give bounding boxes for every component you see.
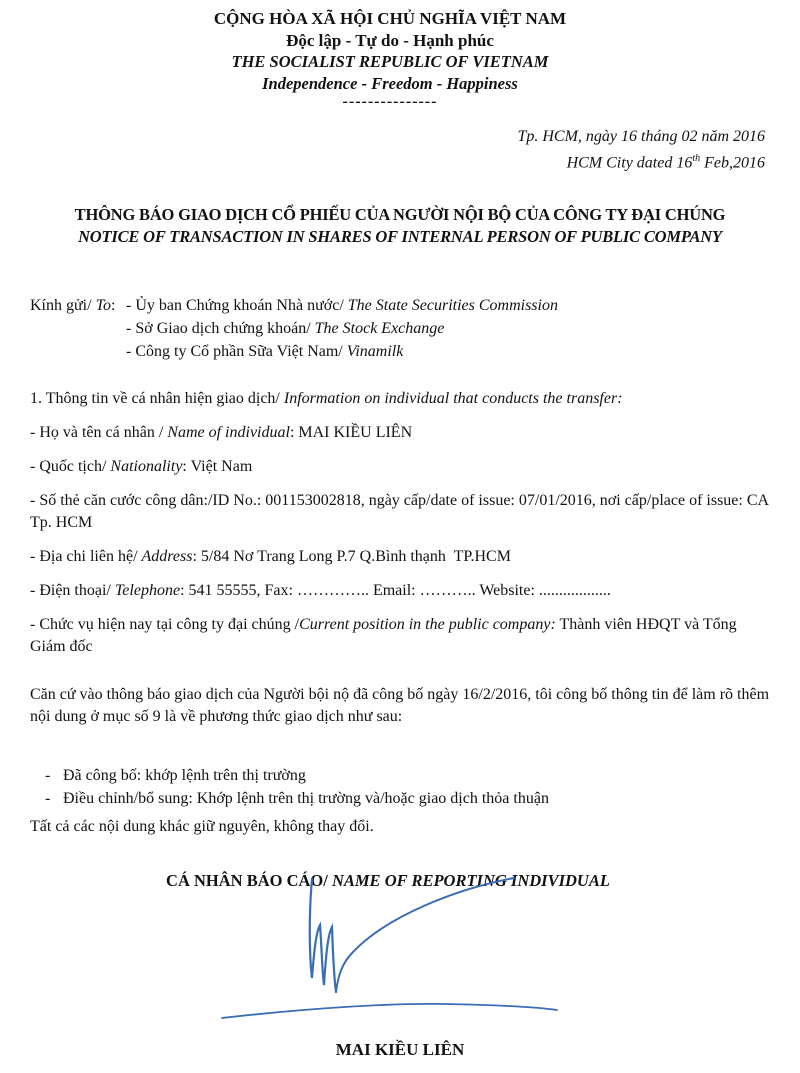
- recipients-label: [30, 294, 126, 363]
- field-name-of-individual: [30, 422, 772, 444]
- recipients-label-colon: :: [111, 297, 116, 315]
- closing-statement: Tất cả các nội dung khác giữ nguyên, không thay đổi.: [30, 818, 374, 836]
- national-motto-en: Independence - Freedom - Happiness: [262, 73, 518, 93]
- field-5-value: Thành viên HĐQT và Tổng Giám đốc: [30, 616, 741, 656]
- bullet-dash: -: [45, 790, 51, 808]
- field-3-en: Address: [141, 548, 193, 566]
- date-en-superscript: th: [692, 153, 701, 164]
- recipients-list: [126, 294, 770, 363]
- recipient-item: [126, 340, 770, 363]
- section-1: [0, 388, 800, 658]
- recipients-label-vi: Kính gửi/: [30, 297, 96, 315]
- national-title-vi: CỘNG HÒA XÃ HỘI CHỦ NGHĨA VIỆT NAM: [213, 9, 567, 28]
- recipient-1-en: The Stock Exchange: [314, 320, 445, 338]
- bullet-list: [0, 764, 800, 810]
- field-address: [30, 546, 772, 568]
- date-en-suffix: Feb,2016: [700, 154, 765, 172]
- field-current-position: [30, 614, 772, 658]
- national-header: [0, 0, 800, 110]
- document-title-vi: THÔNG BÁO GIAO DỊCH CỔ PHIẾU CỦA NGƯỜI NỘI BỘ CỦA CÔNG TY ĐẠI CHÚNG: [74, 205, 726, 225]
- section-1-heading: [30, 388, 772, 410]
- handwritten-signature: [200, 862, 570, 1032]
- signature-zigzag-stroke: [310, 879, 336, 992]
- recipient-1-vi: - Sở Giao dịch chứng khoán/: [126, 320, 315, 338]
- date-line-vi: Tp. HCM, ngày 16 tháng 02 năm 2016: [517, 128, 765, 145]
- signature-heading-en: NAME OF REPORTING INDIVIDUAL: [331, 871, 610, 891]
- signature-heading-vi: CÁ NHÂN BÁO CÁO/: [166, 871, 332, 891]
- field-1-value: : Việt Nam: [182, 458, 253, 476]
- section-1-heading-en: Information on individual that conducts the transfer:: [283, 390, 623, 408]
- bullet-item: [45, 787, 770, 810]
- bullet-dash: -: [45, 767, 51, 785]
- field-4-vi: - Điện thoại/: [30, 582, 115, 600]
- bullet-item: [45, 764, 770, 787]
- field-0-value: : MAI KIỀU LIÊN: [289, 424, 413, 442]
- signatory-name: MAI KIỀU LIÊN: [335, 1040, 465, 1059]
- document-title-en: NOTICE OF TRANSACTION IN SHARES OF INTERNAL PERSON OF PUBLIC COMPANY: [78, 227, 722, 247]
- basis-paragraph: Căn cứ vào thông báo giao dịch của Người bội nộ đã công bố ngày 16/2/2016, tôi công bố thông tin để làm rõ thêm nội dung ở mục số 9 là về phương thức giao dịch như sau:: [30, 686, 774, 726]
- date-en-prefix: HCM City dated 16: [566, 154, 693, 172]
- national-title-en: THE SOCIALIST REPUBLIC OF VIETNAM: [231, 52, 549, 71]
- header-divider: ---------------: [342, 93, 438, 110]
- section-1-heading-vi: 1. Thông tin về cá nhân hiện giao dịch/: [30, 390, 284, 408]
- field-1-vi: - Quốc tịch/: [30, 458, 111, 476]
- date-line-en: [0, 148, 765, 174]
- bullet-0-text: Đã công bố: khớp lệnh trên thị trường: [63, 767, 306, 785]
- field-nationality: [30, 456, 772, 478]
- field-id-number: [30, 490, 772, 534]
- national-motto-vi: Độc lập - Tự do - Hạnh phúc: [286, 30, 494, 50]
- recipient-item: [126, 294, 770, 317]
- field-5-vi: - Chức vụ hiện nay tại công ty đại chúng /: [30, 616, 300, 634]
- bullet-1-text: Điều chỉnh/bổ sung: Khớp lệnh trên thị trường và/hoặc giao dịch thỏa thuận: [63, 790, 549, 808]
- field-4-en: Telephone: [114, 582, 181, 600]
- document-title: [0, 204, 800, 248]
- field-3-vi: - Địa chi liên hệ/: [30, 548, 142, 566]
- field-5-en: Current position in the public company:: [299, 616, 556, 634]
- recipient-2-vi: - Công ty Cổ phần Sữa Việt Nam/: [126, 343, 347, 361]
- signature-sweep-stroke: [336, 878, 514, 992]
- field-0-vi: - Họ và tên cá nhân /: [30, 424, 168, 442]
- recipient-item: [126, 317, 770, 340]
- dateline: [0, 126, 800, 174]
- field-3-value: : 5/84 Nơ Trang Long P.7 Q.Bình thạnh TP.HCM: [192, 548, 511, 566]
- field-1-en: Nationality: [110, 458, 183, 476]
- recipient-0-en: The State Securities Commission: [347, 297, 558, 315]
- field-0-en: Name of individual: [167, 424, 290, 442]
- field-2-vi: - Số thẻ căn cước công dân:/ID No.: 001153002818, ngày cấp/date of issue: 07/01/2016, nơi cấp/place of issue: CA Tp. HCM: [30, 492, 772, 532]
- field-telephone: [30, 580, 772, 602]
- signature-underline-stroke: [222, 1004, 557, 1018]
- recipient-0-vi: - Ủy ban Chứng khoán Nhà nước/: [126, 297, 348, 315]
- recipient-2-en: Vinamilk: [346, 343, 404, 361]
- recipients-label-en: To: [95, 297, 111, 315]
- field-4-value: : 541 55555, Fax: ………….. Email: ……….. Website: ..................: [180, 582, 611, 600]
- recipients-block: [0, 294, 800, 363]
